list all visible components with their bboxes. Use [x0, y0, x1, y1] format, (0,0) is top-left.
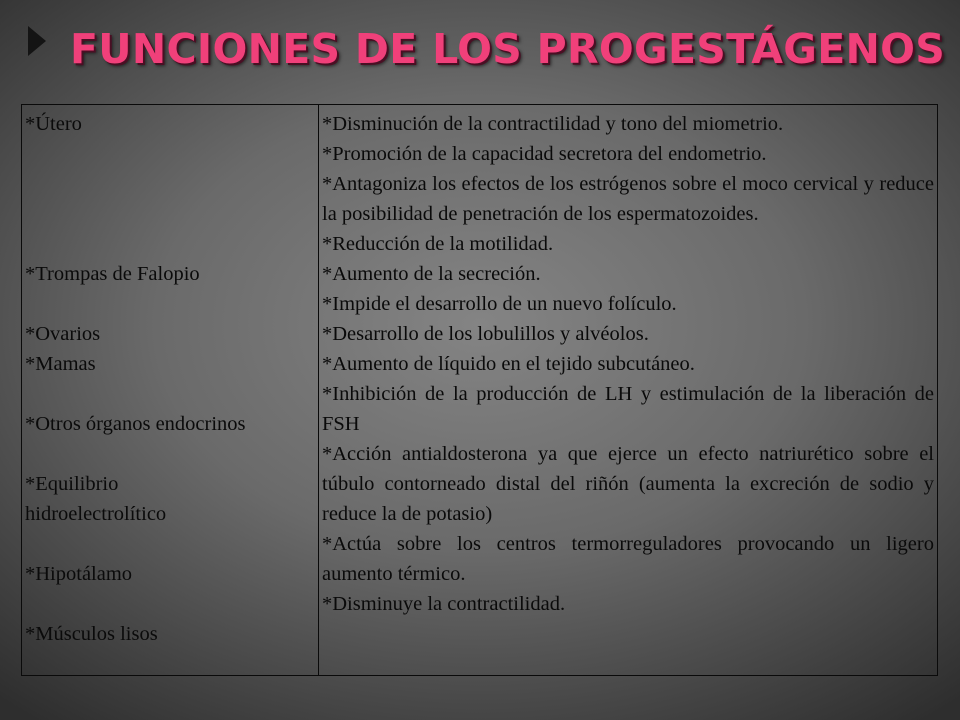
organ-mamas: *Mamas — [25, 353, 96, 375]
functions-column — [319, 105, 938, 675]
organ-hipotalamo: *Hipotálamo — [25, 563, 133, 585]
function-item: *Acción antialdosterona ya que ejerce un efecto natriurético sobre el túbulo contorneado distal del riñón (aumenta la excreción de sodio y reduce la de potasio) — [322, 443, 934, 525]
table-row — [22, 105, 937, 675]
function-item: *Desarrollo de los lobulillos y alvéolos. — [322, 323, 649, 345]
function-item: *Impide el desarrollo de un nuevo folículo. — [322, 293, 677, 315]
organ-utero: *Útero — [25, 113, 82, 135]
function-item: *Reducción de la motilidad. — [322, 233, 554, 255]
organ-otros-endocrinos: *Otros órganos endocrinos — [25, 413, 246, 435]
function-item: *Aumento de la secreción. — [322, 263, 541, 285]
slide-title: FUNCIONES DE LOS PROGESTÁGENOS — [70, 25, 946, 73]
organ-trompas: *Trompas de Falopio — [25, 263, 200, 285]
function-item: *Inhibición de la producción de LH y estimulación de la liberación de FSH — [322, 383, 934, 435]
function-item: *Actúa sobre los centros termorreguladores provocando un ligero aumento térmico. — [322, 533, 934, 585]
function-item: *Disminución de la contractilidad y tono del miometrio. — [322, 113, 784, 135]
function-item: *Disminuye la contractilidad. — [322, 593, 566, 615]
organ-equilibrio: *Equilibrio hidroelectrolítico — [25, 473, 167, 525]
function-item: *Aumento de líquido en el tejido subcutáneo. — [322, 353, 695, 375]
function-item: *Antagoniza los efectos de los estrógenos sobre el moco cervical y reduce la posibilidad de penetración de los espermatozoides. — [322, 173, 934, 225]
organs-column — [22, 105, 319, 675]
organ-musculos-lisos: *Músculos lisos — [25, 623, 158, 645]
functions-table — [21, 104, 938, 676]
function-item: *Promoción de la capacidad secretora del endometrio. — [322, 143, 767, 165]
bullet-arrow-icon — [28, 26, 46, 56]
organ-ovarios: *Ovarios — [25, 323, 101, 345]
